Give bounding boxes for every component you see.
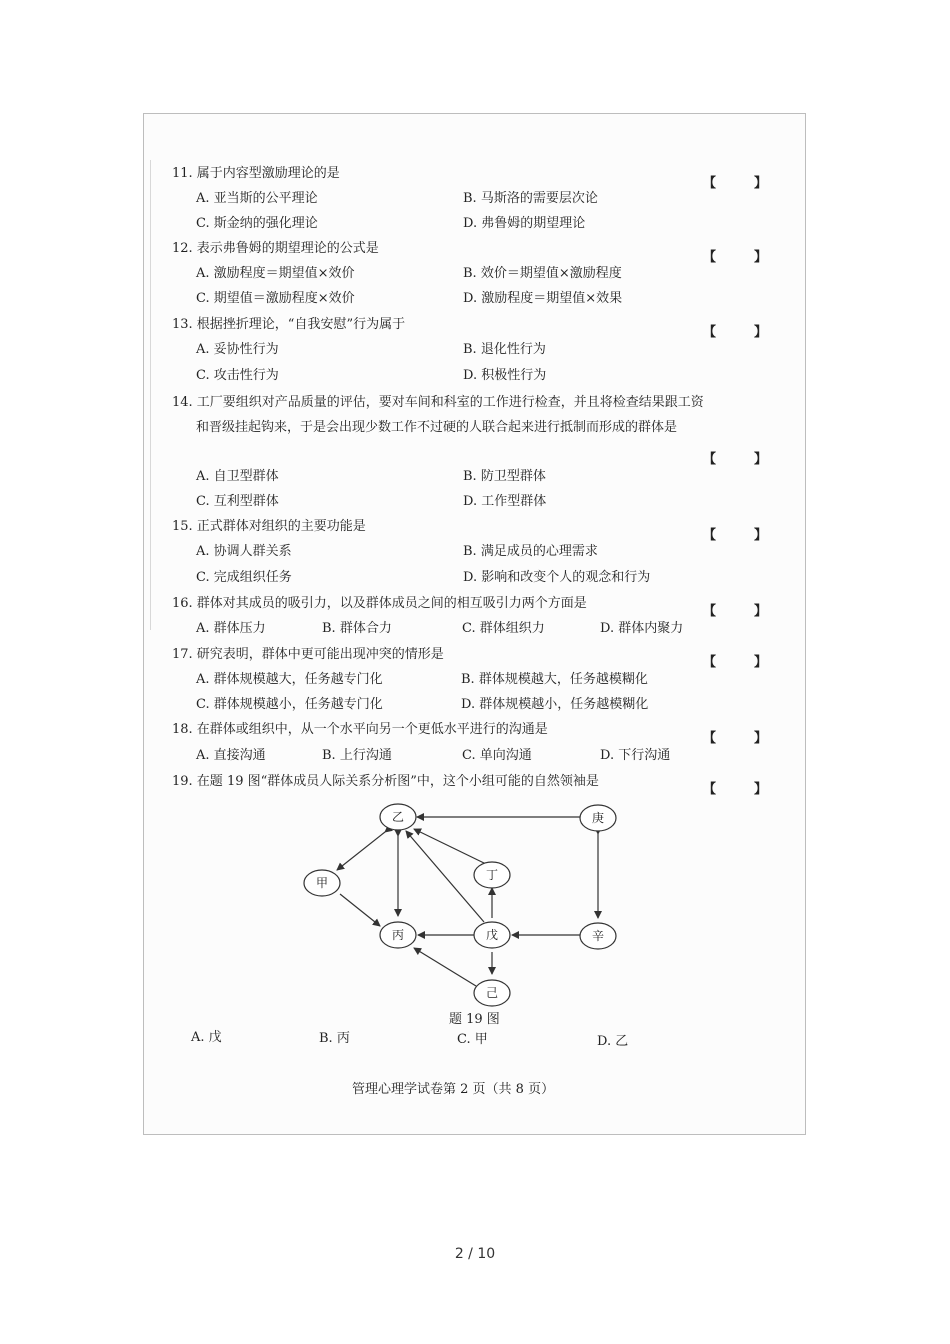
question-15: 15. 正式群体对组织的主要功能是	[172, 519, 366, 534]
relationship-diagram	[290, 798, 630, 1008]
question-12: 12. 表示弗鲁姆的期望理论的公式是	[172, 241, 379, 256]
node-label-geng: 庚	[591, 811, 605, 825]
node-label-ding: 丁	[485, 868, 499, 882]
answer-bracket-12: 【】	[703, 250, 806, 265]
option-15-a: A. 协调人群关系	[196, 544, 292, 559]
option-18-a: A. 直接沟通	[196, 748, 266, 763]
question-18: 18. 在群体或组织中，从一个水平向另一个更低水平进行的沟通是	[172, 722, 548, 737]
option-18-d: D. 下行沟通	[600, 748, 671, 763]
edge-ding-yi	[414, 829, 486, 864]
option-13-c: C. 攻击性行为	[196, 368, 279, 383]
option-16-b: B. 群体合力	[322, 621, 392, 636]
option-11-b: B. 马斯洛的需要层次论	[463, 191, 598, 206]
option-11-c: C. 斯金纳的强化理论	[196, 216, 318, 231]
scan-artifact-line	[150, 160, 151, 630]
option-19-c: C. 甲	[457, 1032, 488, 1047]
option-18-c: C. 单向沟通	[462, 748, 532, 763]
option-15-b: B. 满足成员的心理需求	[463, 544, 598, 559]
option-12-d: D. 激励程度＝期望值×效果	[463, 291, 623, 306]
node-label-jia: 甲	[315, 876, 329, 890]
question-11: 11. 属于内容型激励理论的是	[172, 166, 340, 181]
answer-bracket-18: 【】	[703, 731, 806, 746]
question-17: 17. 研究表明，群体中更可能出现冲突的情形是	[172, 647, 444, 662]
answer-bracket-14: 【】	[703, 452, 806, 467]
option-11-a: A. 亚当斯的公平理论	[196, 191, 318, 206]
option-14-d: D. 工作型群体	[463, 494, 547, 509]
option-15-c: C. 完成组织任务	[196, 570, 292, 585]
answer-bracket-19: 【】	[703, 782, 806, 797]
answer-bracket-13: 【】	[703, 325, 806, 340]
answer-bracket-15: 【】	[703, 528, 806, 543]
option-18-b: B. 上行沟通	[322, 748, 392, 763]
option-13-b: B. 退化性行为	[463, 342, 546, 357]
node-label-bing: 丙	[391, 928, 405, 942]
option-13-d: D. 积极性行为	[463, 368, 547, 383]
option-16-c: C. 群体组织力	[462, 621, 545, 636]
question-13: 13. 根据挫折理论，“自我安慰”行为属于	[172, 317, 406, 332]
option-14-c: C. 互利型群体	[196, 494, 279, 509]
question-14: 14. 工厂要组织对产品质量的评估，要对车间和科室的工作进行检查，并且将检查结果跟工资	[172, 395, 704, 410]
edge-ji-bing	[414, 948, 476, 986]
edge-jia-yi	[337, 832, 385, 870]
option-17-d: D. 群体规模越小，任务越模糊化	[461, 697, 649, 712]
option-17-b: B. 群体规模越大，任务越模糊化	[461, 672, 648, 687]
node-label-wu: 戊	[485, 928, 499, 942]
option-17-a: A. 群体规模越大，任务越专门化	[196, 672, 383, 687]
option-15-d: D. 影响和改变个人的观念和行为	[463, 570, 651, 585]
answer-bracket-16: 【】	[703, 604, 806, 619]
question-16: 16. 群体对其成员的吸引力，以及群体成员之间的相互吸引力两个方面是	[172, 596, 587, 611]
edge-jia-bing	[340, 894, 380, 926]
option-13-a: A. 妥协性行为	[196, 342, 279, 357]
option-17-c: C. 群体规模越小，任务越专门化	[196, 697, 383, 712]
exam-footer: 管理心理学试卷第 2 页（共 8 页）	[352, 1082, 555, 1097]
question-19: 19. 在题 19 图“群体成员人际关系分析图”中，这个小组可能的自然领袖是	[172, 774, 599, 789]
option-16-a: A. 群体压力	[196, 621, 266, 636]
node-label-yi: 乙	[391, 810, 405, 824]
node-label-ji: 己	[485, 986, 499, 1000]
option-12-b: B. 效价＝期望值×激励程度	[463, 266, 622, 281]
question-14-continued: 和晋级挂起钩来，于是会出现少数工作不过硬的人联合起来进行抵制而形成的群体是	[196, 420, 678, 435]
node-label-xin: 辛	[591, 929, 605, 943]
option-12-a: A. 激励程度＝期望值×效价	[196, 266, 355, 281]
option-19-a: A. 戊	[191, 1030, 222, 1045]
option-16-d: D. 群体内聚力	[600, 621, 684, 636]
option-19-b: B. 丙	[319, 1031, 350, 1046]
option-19-d: D. 乙	[597, 1034, 629, 1049]
option-12-c: C. 期望值＝激励程度×效价	[196, 291, 355, 306]
answer-bracket-17: 【】	[703, 655, 806, 670]
answer-bracket-11: 【】	[703, 176, 806, 191]
figure-caption: 题 19 图	[449, 1012, 500, 1027]
option-14-b: B. 防卫型群体	[463, 469, 546, 484]
page-number: 2 / 10	[454, 1246, 496, 1262]
option-11-d: D. 弗鲁姆的期望理论	[463, 216, 586, 231]
option-14-a: A. 自卫型群体	[196, 469, 279, 484]
